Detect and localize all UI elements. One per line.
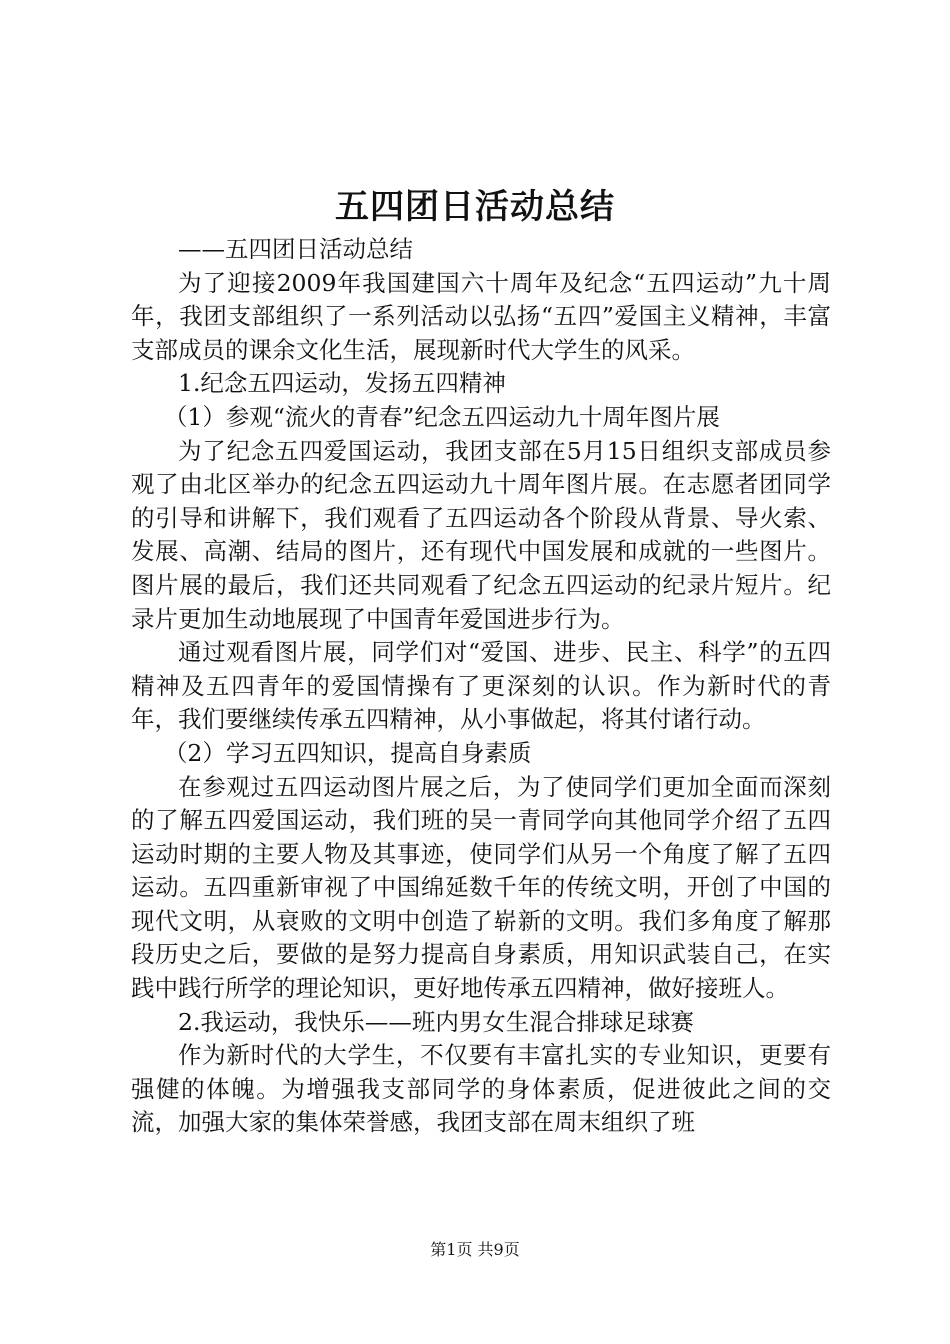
paragraph: 通过观看图片展，同学们对“爱国、进步、民主、科学”的五四精神及五四青年的爱国情操有了更深刻的认识。作为新时代的青年，我们要继续传承五四精神，从小事做起，将其付诸行动。 (131, 638, 831, 734)
section-heading: 2.我运动，我快乐——班内男女生混合排球足球赛 (178, 1007, 694, 1036)
document-subtitle: ——五四团日活动总结 (178, 235, 413, 263)
paragraph: 在参观过五四运动图片展之后，为了使同学们更加全面而深刻的了解五四爱国运动，我们班的吴一青同学向其他同学介绍了五四运动时期的主要人物及其事迹，使同学们从另一个角度了解了五四运动。五四重新审视了中国绵延数千年的传统文明，开创了中国的现代文明，从衰败的文明中创造了崭新的文明。我们多角度了解那段历史之后，要做的是努力提高自身素质，用知识武装自己，在实践中践行所学的理论知识，更好地传承五四精神，做好接班人。 (131, 772, 831, 1003)
paragraph: 为了纪念五四爱国运动，我团支部在5月15日组织支部成员参观了由北区举办的纪念五四运动九十周年图片展。在志愿者团同学的引导和讲解下，我们观看了五四运动各个阶段从背景、导火索、发展、高潮、结局的图片，还有现代中国发展和成就的一些图片。图片展的最后，我们还共同观看了纪念五四运动的纪录片短片。纪录片更加生动地展现了中国青年爱国进步行为。 (131, 436, 831, 633)
paragraph: 作为新时代的大学生，不仅要有丰富扎实的专业知识，更要有强健的体魄。为增强我支部同学的身体素质，促进彼此之间的交流，加强大家的集体荣誉感，我团支部在周末组织了班 (131, 1041, 831, 1137)
document-body (131, 233, 831, 1140)
section-heading: 1.纪念五四运动，发扬五四精神 (178, 369, 506, 398)
page-number-footer: 第1页 共9页 (430, 1240, 520, 1259)
paragraph: 为了迎接2009年我国建国六十周年及纪念“五四运动”九十周年，我团支部组织了一系列活动以弘扬“五四”爱国主义精神，丰富支部成员的课余文化生活，展现新时代大学生的风采。 (131, 268, 831, 364)
subsection-heading: （2）学习五四知识，提高自身素质 (163, 738, 532, 767)
subsection-heading: （1）参观“流火的青春”纪念五四运动九十周年图片展 (163, 402, 720, 431)
document-title: 五四团日活动总结 (335, 187, 615, 227)
